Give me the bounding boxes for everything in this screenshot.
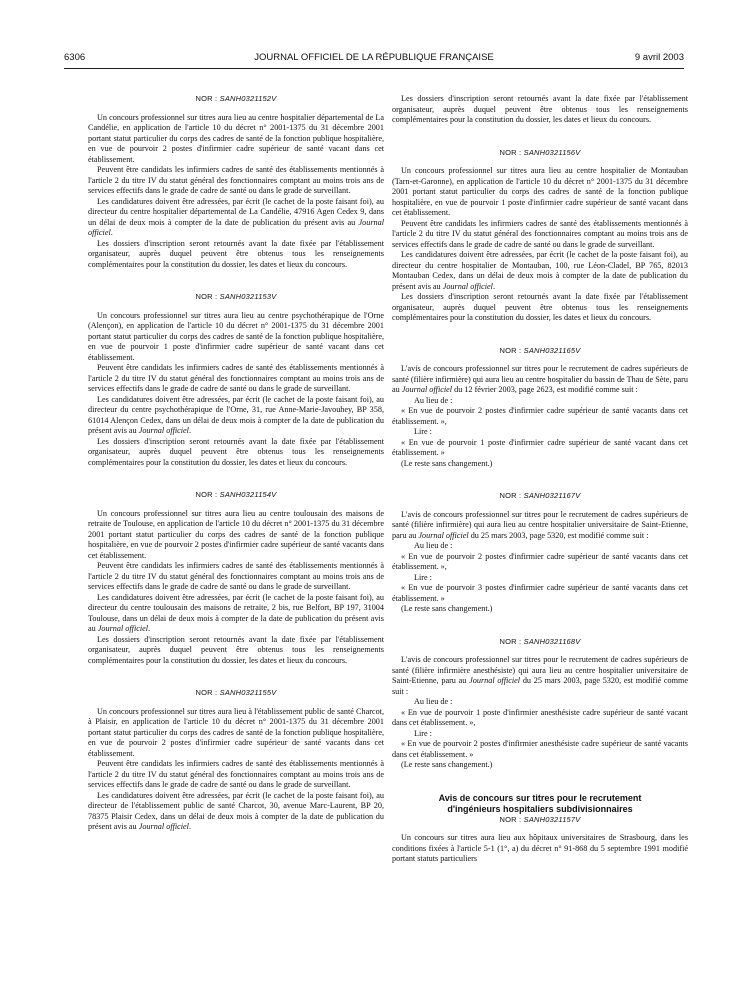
journal-officiel-ref: Journal officiel (138, 822, 189, 831)
erratum-block (392, 637, 688, 771)
nor-reference: NOR : SANH0321153V (195, 292, 277, 301)
erratum-block (392, 491, 688, 615)
paragraph: L'avis de concours professionnel sur titres pour le recrutement de cadres supérieurs de santé (filière infirmière) qui aura lieu au centre hospitalier universitaire de Saint-Etienne, paru au Journal officiel du 25 mars 2003, page 5320, est modifié comme suit : (392, 509, 688, 540)
paragraph: Les candidatures doivent être adressées, par écrit (le cachet de la poste faisant foi), au directeur du centre psychothérapique de l'Orne, 31, rue Anne-Marie-Javouhey, BP 358, 61014 Alençon Cedex, dans un délai de deux mois à compter de la date de publication du présent avis au Journal officiel. (88, 394, 384, 435)
journal-title: JOURNAL OFFICIEL DE LA RÉPUBLIQUE FRANÇAISE (254, 52, 494, 63)
issue-date: 9 avril 2003 (634, 52, 684, 63)
notice-block (392, 148, 688, 324)
new-text: « En vue de pourvoir 1 poste d'infirmier cadre supérieur de santé vacant dans cet établissement. » (392, 437, 688, 457)
nor-reference: NOR : SANH0321167V (499, 491, 581, 500)
notice-continuation (392, 94, 688, 126)
paragraph: Les candidatures doivent être adressées, par écrit (le cachet de la poste faisant foi), au directeur du centre toulousain des maisons de retraite, 2 bis, rue Belfort, BP 197, 31004 Toulouse, dans un délai de deux mois à compter de la date de publication du présent avis au Journal officiel. (88, 592, 384, 633)
journal-officiel-ref: Journal officiel (401, 385, 453, 394)
left-column (88, 94, 384, 984)
paragraph: Peuvent être candidats les infirmiers cadres de santé des établissements mentionnés à l'article 2 du titre IV du statut général des fonctionnaires comptant au moins trois ans de services effectifs dans le grade de cadre de santé ou dans le grade de surveillant. (88, 165, 384, 195)
journal-officiel-ref: Journal officiel (442, 281, 493, 291)
lire-label: Lire : (414, 728, 432, 738)
journal-officiel-ref: Journal officiel (138, 426, 189, 435)
au-lieu-de-label: Au lieu de : (414, 395, 453, 405)
notice-block (88, 688, 384, 833)
page-number: 6306 (64, 52, 86, 63)
journal-officiel-ref: Journal officiel (418, 530, 469, 540)
header-rule (64, 68, 684, 69)
avis-block (392, 793, 688, 865)
paragraph: Les candidatures doivent être adressées, par écrit (le cachet de la poste faisant foi), au directeur de l'établissement public de santé Charcot, 30, avenue Marc-Laurent, BP 20, 78375 Plaisir Cedex, dans un délai de deux mois à compter de la date de publication du présent avis au Journal officiel. (88, 790, 384, 831)
paragraph: Un concours professionnel sur titres aura lieu à l'établissement public de santé Charcot, à Plaisir, en application de l'article 10 du décret n° 2001-1375 du 31 décembre 2001 portant statut particulier du corps des cadres de santé de la fonction publique hospitalière, en vue de pourvoir 2 postes d'infirmier cadre supérieur de santé vacants dans cet établissement. (88, 706, 384, 758)
paragraph: Un concours professionnel sur titres aura lieu au centre psychothérapique de l'Orne (Alençon), en application de l'article 10 du décret n° 2001-1375 du 31 décembre 2001 portant statut particulier du corps des cadres de santé de la fonction publique hospitalière, en vue de pourvoir 1 poste d'infirmier cadre supérieur de santé vacant dans cet établissement. (88, 310, 384, 362)
paragraph: Les candidatures doivent être adressées, par écrit (le cachet de la poste faisant foi), au directeur du centre hospitalier départemental de La Candélie, 47916 Agen Cedex 9, dans un délai de deux mois à compter de la date de publication du présent avis au Journal officiel. (88, 196, 384, 237)
old-text: « En vue de pourvoir 1 poste d'infirmier anesthésiste cadre supérieur de santé vacant dans cet établissement. », (392, 707, 688, 727)
reste-note: (Le reste sans changement.) (401, 604, 493, 613)
nor-reference: NOR : SANH0321152V (195, 94, 277, 103)
paragraph: Un concours professionnel sur titres aura lieu au centre toulousain des maisons de retraite de Toulouse, en application de l'article 10 du décret n° 2001-1375 du 31 décembre 2001 portant statut particulier du corps des cadres de santé de la fonction publique hospitalière, en vue de pourvoir 2 postes d'infirmier cadre supérieur de santé vacants dans cet établissement. (88, 508, 384, 560)
paragraph: Un concours professionnel sur titres aura lieu au centre hospitalier de Montauban (Tarn-et-Garonne), en application de l'article 10 du décret n° 2001-1375 du 31 décembre 2001 portant statut particulier du corps des cadres de santé de la fonction publique hospitalière, en vue de pourvoir 1 poste d'infirmier cadre supérieur de santé vacant dans cet établissement. (392, 166, 688, 217)
nor-reference: NOR : SANH0321168V (499, 636, 581, 646)
paragraph: Les dossiers d'inscription seront retournés avant la date fixée par l'établissement organisateur, auprès duquel peuvent être obtenus tous les renseignements complémentaires pour la constitution du dossier, les dates et lieux du concours. (88, 634, 384, 665)
journal-officiel-ref: Journal officiel (97, 624, 149, 633)
paragraph: Les dossiers d'inscription seront retournés avant la date fixée par l'établissement organisateur, auprès duquel peuvent être obtenus tous les renseignements complémentaires pour la constitution du dossier, les dates et lieux du concours. (392, 94, 688, 124)
journal-officiel-ref: Journal officiel (88, 217, 384, 237)
au-lieu-de-label: Au lieu de : (414, 541, 453, 550)
au-lieu-de-label: Au lieu de : (414, 697, 453, 706)
new-text: « En vue de pourvoir 3 postes d'infirmier cadre supérieur de santé vacants dans cet établissement. » (392, 583, 688, 603)
new-text: « En vue de pourvoir 2 postes d'infirmier anesthésiste cadre supérieur de santé vacants dans cet établissement. » (392, 739, 688, 759)
nor-reference: NOR : SANH0321157V (499, 814, 581, 824)
journal-officiel-ref: Journal officiel (469, 676, 521, 685)
nor-reference: NOR : SANH0321165V (499, 345, 581, 355)
paragraph: L'avis de concours professionnel sur titres pour le recrutement de cadres supérieurs de santé (filière infirmière anesthésiste) qui aura lieu au centre hospitalier universitaire de Saint-Etienne, paru au Journal officiel du 25 mars 2003, page 5320, est modifié comme suit : (392, 655, 688, 696)
paragraph: Les dossiers d'inscription seront retournés avant la date fixée par l'établissement organisateur, auprès duquel peuvent être obtenus tous les renseignements complémentaires pour la constitution du dossier, les dates et lieux du concours. (88, 436, 384, 467)
paragraph: Un concours professionnel sur titres aura lieu au centre hospitalier départemental de La Candélie, en application de l'article 10 du décret n° 2001-1375 du 31 décembre 2001 portant statut particulier du corps des cadres de santé de la fonction publique hospitalière, en vue de pourvoir 2 postes d'infirmier cadre supérieur de santé vacant dans cet établissement. (88, 112, 384, 164)
paragraph: Les dossiers d'inscription seront retournés avant la date fixée par l'établissement organisateur, auprès duquel peuvent être obtenus tous les renseignements complémentaires pour la constitution du dossier, les dates et lieux du concours. (392, 292, 688, 322)
paragraph: Peuvent être candidats les infirmiers cadres de santé des établissements mentionnés à l'article 2 du titre IV du statut général des fonctionnaires comptant au moins trois ans de services effectifs dans le grade de cadre de santé ou dans le grade de surveillant. (88, 363, 384, 393)
nor-reference: NOR : SANH0321155V (195, 688, 277, 697)
right-column (392, 94, 688, 984)
paragraph: Peuvent être candidats les infirmiers cadres de santé des établissements mentionnés à l'article 2 du titre IV du statut général des fonctionnaires comptant au moins trois ans de services effectifs dans le grade de cadre de santé ou dans le grade de surveillant. (88, 561, 384, 591)
page-header (64, 52, 684, 66)
notice-block (88, 490, 384, 666)
notice-block (88, 94, 384, 270)
reste-note: (Le reste sans changement.) (401, 760, 493, 769)
old-text: « En vue de pourvoir 2 postes d'infirmier cadre supérieur de santé vacants dans cet établissement. », (392, 551, 688, 571)
reste-note: (Le reste sans changement.) (401, 458, 493, 468)
lire-label: Lire : (414, 572, 432, 582)
notice-block (88, 292, 384, 468)
avis-title: Avis de concours sur titres pour le recrutement d'ingénieurs hospitaliers subdivisionnaires (438, 792, 642, 814)
erratum-block (392, 346, 688, 470)
paragraph: Les dossiers d'inscription seront retournés avant la date fixée par l'établissement organisateur, auprès duquel peuvent être obtenus tous les renseignements complémentaires pour la constitution du dossier, les dates et lieux du concours. (88, 238, 384, 269)
paragraph: Peuvent être candidats les infirmiers cadres de santé des établissements mentionnés à l'article 2 du titre IV du statut général des fonctionnaires comptant au moins trois ans de services effectifs dans le grade de cadre de santé ou dans le grade de surveillant. (392, 218, 688, 249)
paragraph: Les candidatures doivent être adressées, par écrit (le cachet de la poste faisant foi), au directeur du centre hospitalier de Montauban, 100, rue Léon-Cladel, BP 765, 82013 Montauban Cedex, dans un délai de deux mois à compter de la date de publication du présent avis au Journal officiel. (392, 250, 688, 291)
nor-reference: NOR : SANH0321154V (195, 490, 277, 499)
old-text: « En vue de pourvoir 2 postes d'infirmier cadre supérieur de santé vacants dans cet établissement. », (392, 406, 688, 426)
paragraph: L'avis de concours professionnel sur titres pour le recrutement de cadres supérieurs de santé (filière infirmière) qui aura lieu au centre hospitalier du bassin de Thau de Sète, paru au Journal officiel du 12 février 2003, page 2623, est modifié comme suit : (392, 364, 688, 394)
paragraph: Peuvent être candidats les infirmiers cadres de santé des établissements mentionnés à l'article 2 du titre IV du statut général des fonctionnaires comptant au moins trois ans de services effectifs dans le grade de cadre de santé ou dans le grade de surveillant. (88, 759, 384, 789)
nor-reference: NOR : SANH0321156V (499, 147, 581, 157)
paragraph: Un concours sur titres aura lieu aux hôpitaux universitaires de Strasbourg, dans les conditions fixées à l'article 5-1 (1°, a) du décret n° 91-868 du 5 septembre 1991 modifié portant statuts particuliers (392, 833, 688, 863)
lire-label: Lire : (414, 427, 432, 436)
